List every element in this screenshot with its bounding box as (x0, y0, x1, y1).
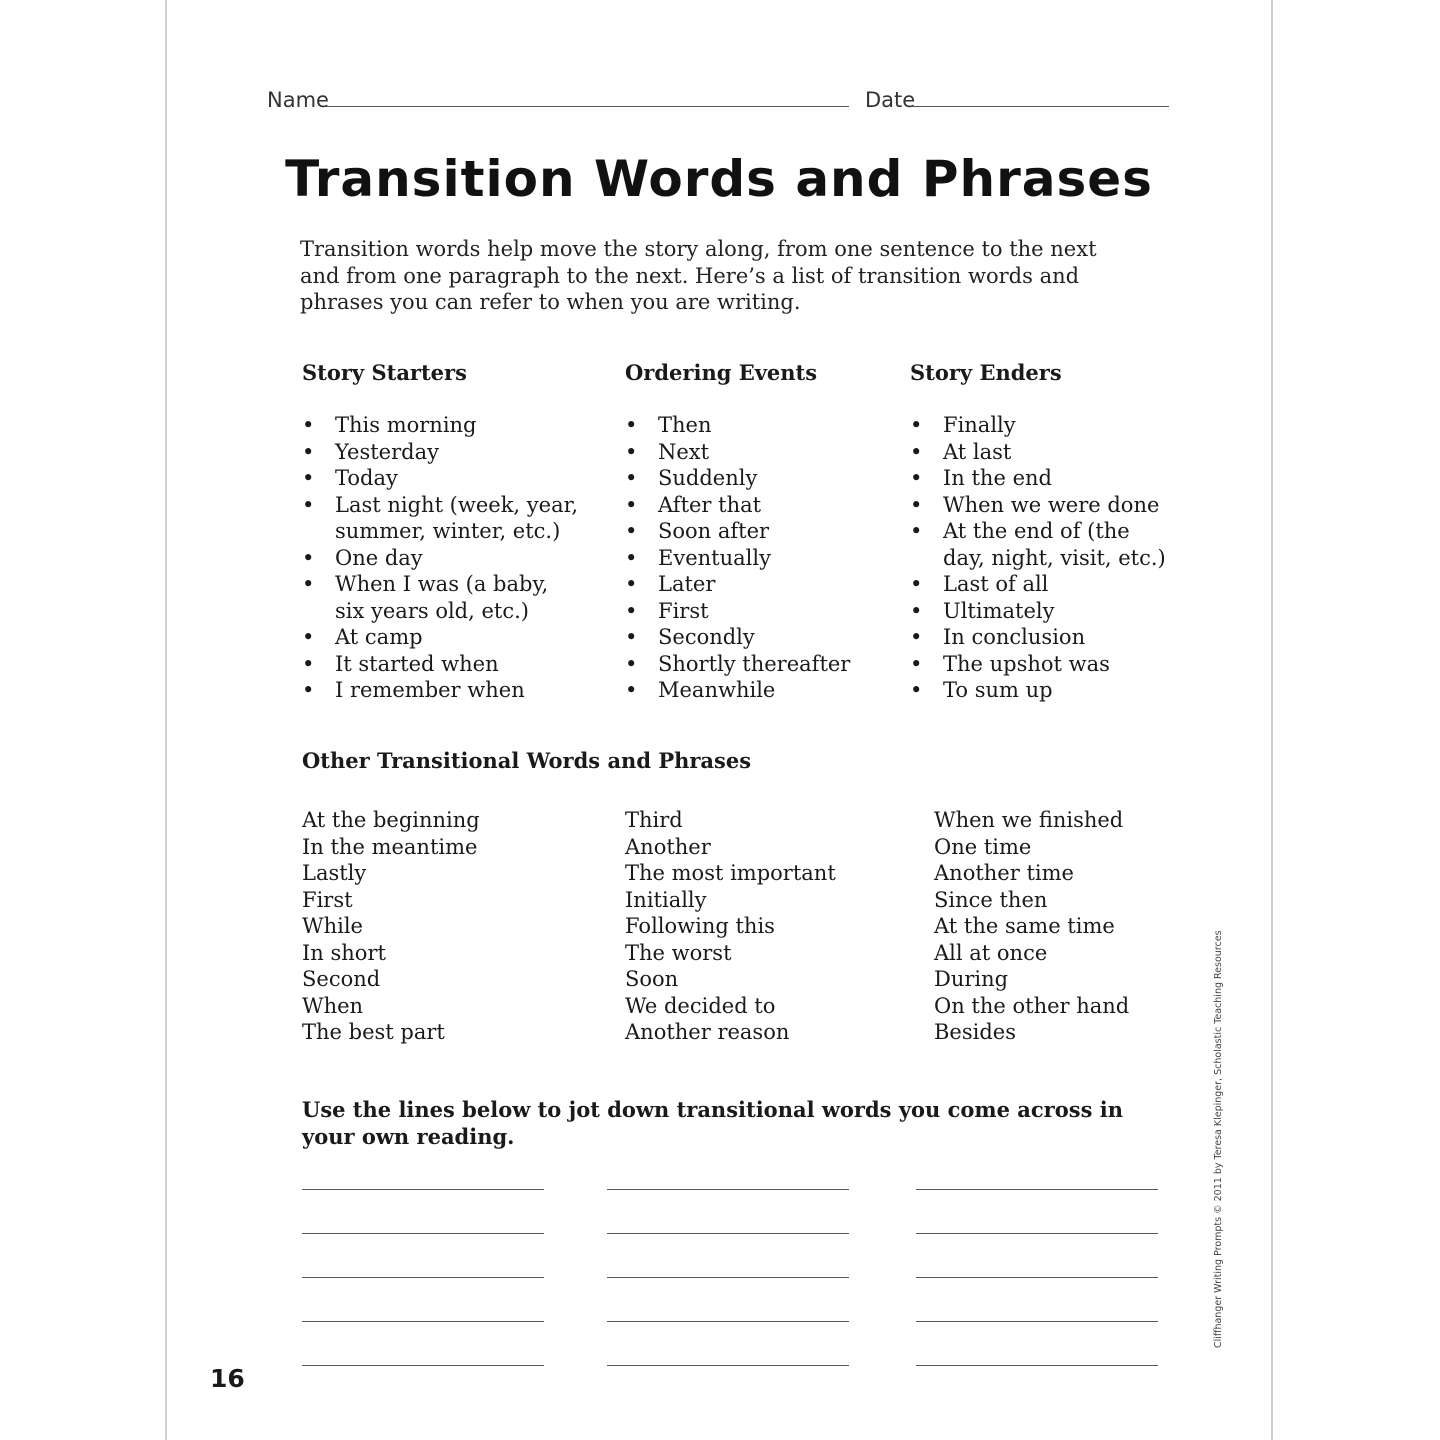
list-item: • After that (625, 492, 885, 519)
list-item: At the same time (934, 914, 1115, 938)
ordering-events-heading: Ordering Events (625, 360, 818, 385)
list-item: • Finally (910, 412, 1178, 439)
ordering-events-list (625, 412, 885, 704)
list-item: In short (302, 940, 386, 965)
list-item: • One day (302, 545, 582, 572)
list-item: Another time (934, 861, 1074, 885)
list-item: Soon (625, 967, 679, 991)
intro-paragraph: Transition words help move the story along, from one sentence to the next and from one paragraph to the next. Here’s a list of transition words and phrases you can refer to when you are writing. (300, 237, 1097, 314)
list-item: Another (625, 834, 711, 859)
list-item: • Then (625, 412, 885, 439)
list-item: On the other hand (934, 993, 1130, 1018)
list-item: • Next (625, 439, 885, 466)
list-item: • When we were done (910, 492, 1178, 519)
worksheet-page (165, 0, 1273, 1440)
list-item: Following this (625, 914, 775, 938)
list-item: • When I was (a baby, six years old, etc.) (302, 571, 582, 624)
other-transitions-heading: Other Transitional Words and Phrases (302, 748, 752, 773)
story-enders-list (910, 412, 1178, 704)
list-item: Besides (934, 1020, 1017, 1044)
list-item: • Ultimately (910, 598, 1178, 625)
list-item: Lastly (302, 861, 367, 885)
jot-instructions: Use the lines below to jot down transitional words you come across in your own reading. (302, 1097, 1123, 1149)
list-item: When we finished (934, 808, 1124, 832)
writing-line[interactable] (302, 1233, 544, 1234)
other-column-3 (934, 807, 1129, 1046)
writing-line[interactable] (302, 1365, 544, 1366)
list-item: We decided to (625, 993, 776, 1018)
list-item: • At camp (302, 624, 582, 651)
list-item: • Suddenly (625, 465, 885, 492)
date-line (912, 106, 1169, 107)
list-item: All at once (934, 940, 1048, 965)
copyright-credit: Cliffhanger Writing Prompts © 2011 by Teresa Klepinger, Scholastic Teaching Resources (1213, 930, 1224, 1348)
list-item: • Yesterday (302, 439, 582, 466)
list-item: The most important (625, 861, 836, 885)
list-item: In the meantime (302, 834, 478, 859)
list-item: Since then (934, 887, 1048, 912)
list-item: • Eventually (625, 545, 885, 572)
list-item: • At last (910, 439, 1178, 466)
list-item: • At the end of (the day, night, visit, etc.) (910, 518, 1178, 571)
list-item: • It started when (302, 651, 582, 678)
list-item: One time (934, 834, 1032, 859)
page-title: Transition Words and Phrases (285, 150, 1153, 208)
writing-line[interactable] (916, 1365, 1158, 1366)
list-item: At the beginning (302, 808, 480, 832)
list-item: Another reason (625, 1020, 790, 1044)
writing-line[interactable] (916, 1277, 1158, 1278)
writing-line[interactable] (607, 1233, 849, 1234)
other-column-1 (302, 807, 480, 1046)
writing-line[interactable] (302, 1277, 544, 1278)
list-item: • In conclusion (910, 624, 1178, 651)
list-item: When (302, 993, 364, 1018)
list-item: First (302, 887, 353, 912)
list-item: Third (625, 808, 683, 832)
list-item: While (302, 914, 363, 938)
list-item: • I remember when (302, 677, 582, 704)
name-label: Name (267, 88, 329, 112)
writing-line[interactable] (916, 1321, 1158, 1322)
list-item: • Soon after (625, 518, 885, 545)
list-item: Initially (625, 887, 707, 912)
list-item: • In the end (910, 465, 1178, 492)
list-item: The worst (625, 940, 732, 965)
list-item: • To sum up (910, 677, 1178, 704)
writing-line[interactable] (607, 1189, 849, 1190)
list-item: • This morning (302, 412, 582, 439)
writing-line[interactable] (916, 1233, 1158, 1234)
name-line (326, 106, 849, 107)
list-item: • Last of all (910, 571, 1178, 598)
writing-line[interactable] (607, 1365, 849, 1366)
writing-line[interactable] (607, 1277, 849, 1278)
list-item: • Today (302, 465, 582, 492)
list-item: • Later (625, 571, 885, 598)
list-item: During (934, 967, 1009, 991)
date-label: Date (865, 88, 916, 112)
story-enders-heading: Story Enders (910, 360, 1062, 385)
list-item: • First (625, 598, 885, 625)
list-item: The best part (302, 1020, 445, 1044)
writing-line[interactable] (607, 1321, 849, 1322)
other-column-2 (625, 807, 836, 1046)
writing-line[interactable] (302, 1321, 544, 1322)
list-item: • Secondly (625, 624, 885, 651)
page-number: 16 (210, 1364, 245, 1393)
list-item: • The upshot was (910, 651, 1178, 678)
list-item: • Last night (week, year, summer, winter, etc.) (302, 492, 582, 545)
story-starters-list (302, 412, 582, 704)
list-item: • Meanwhile (625, 677, 885, 704)
story-starters-heading: Story Starters (302, 360, 467, 385)
list-item: • Shortly thereafter (625, 651, 885, 678)
writing-line[interactable] (302, 1189, 544, 1190)
list-item: Second (302, 967, 381, 991)
writing-line[interactable] (916, 1189, 1158, 1190)
